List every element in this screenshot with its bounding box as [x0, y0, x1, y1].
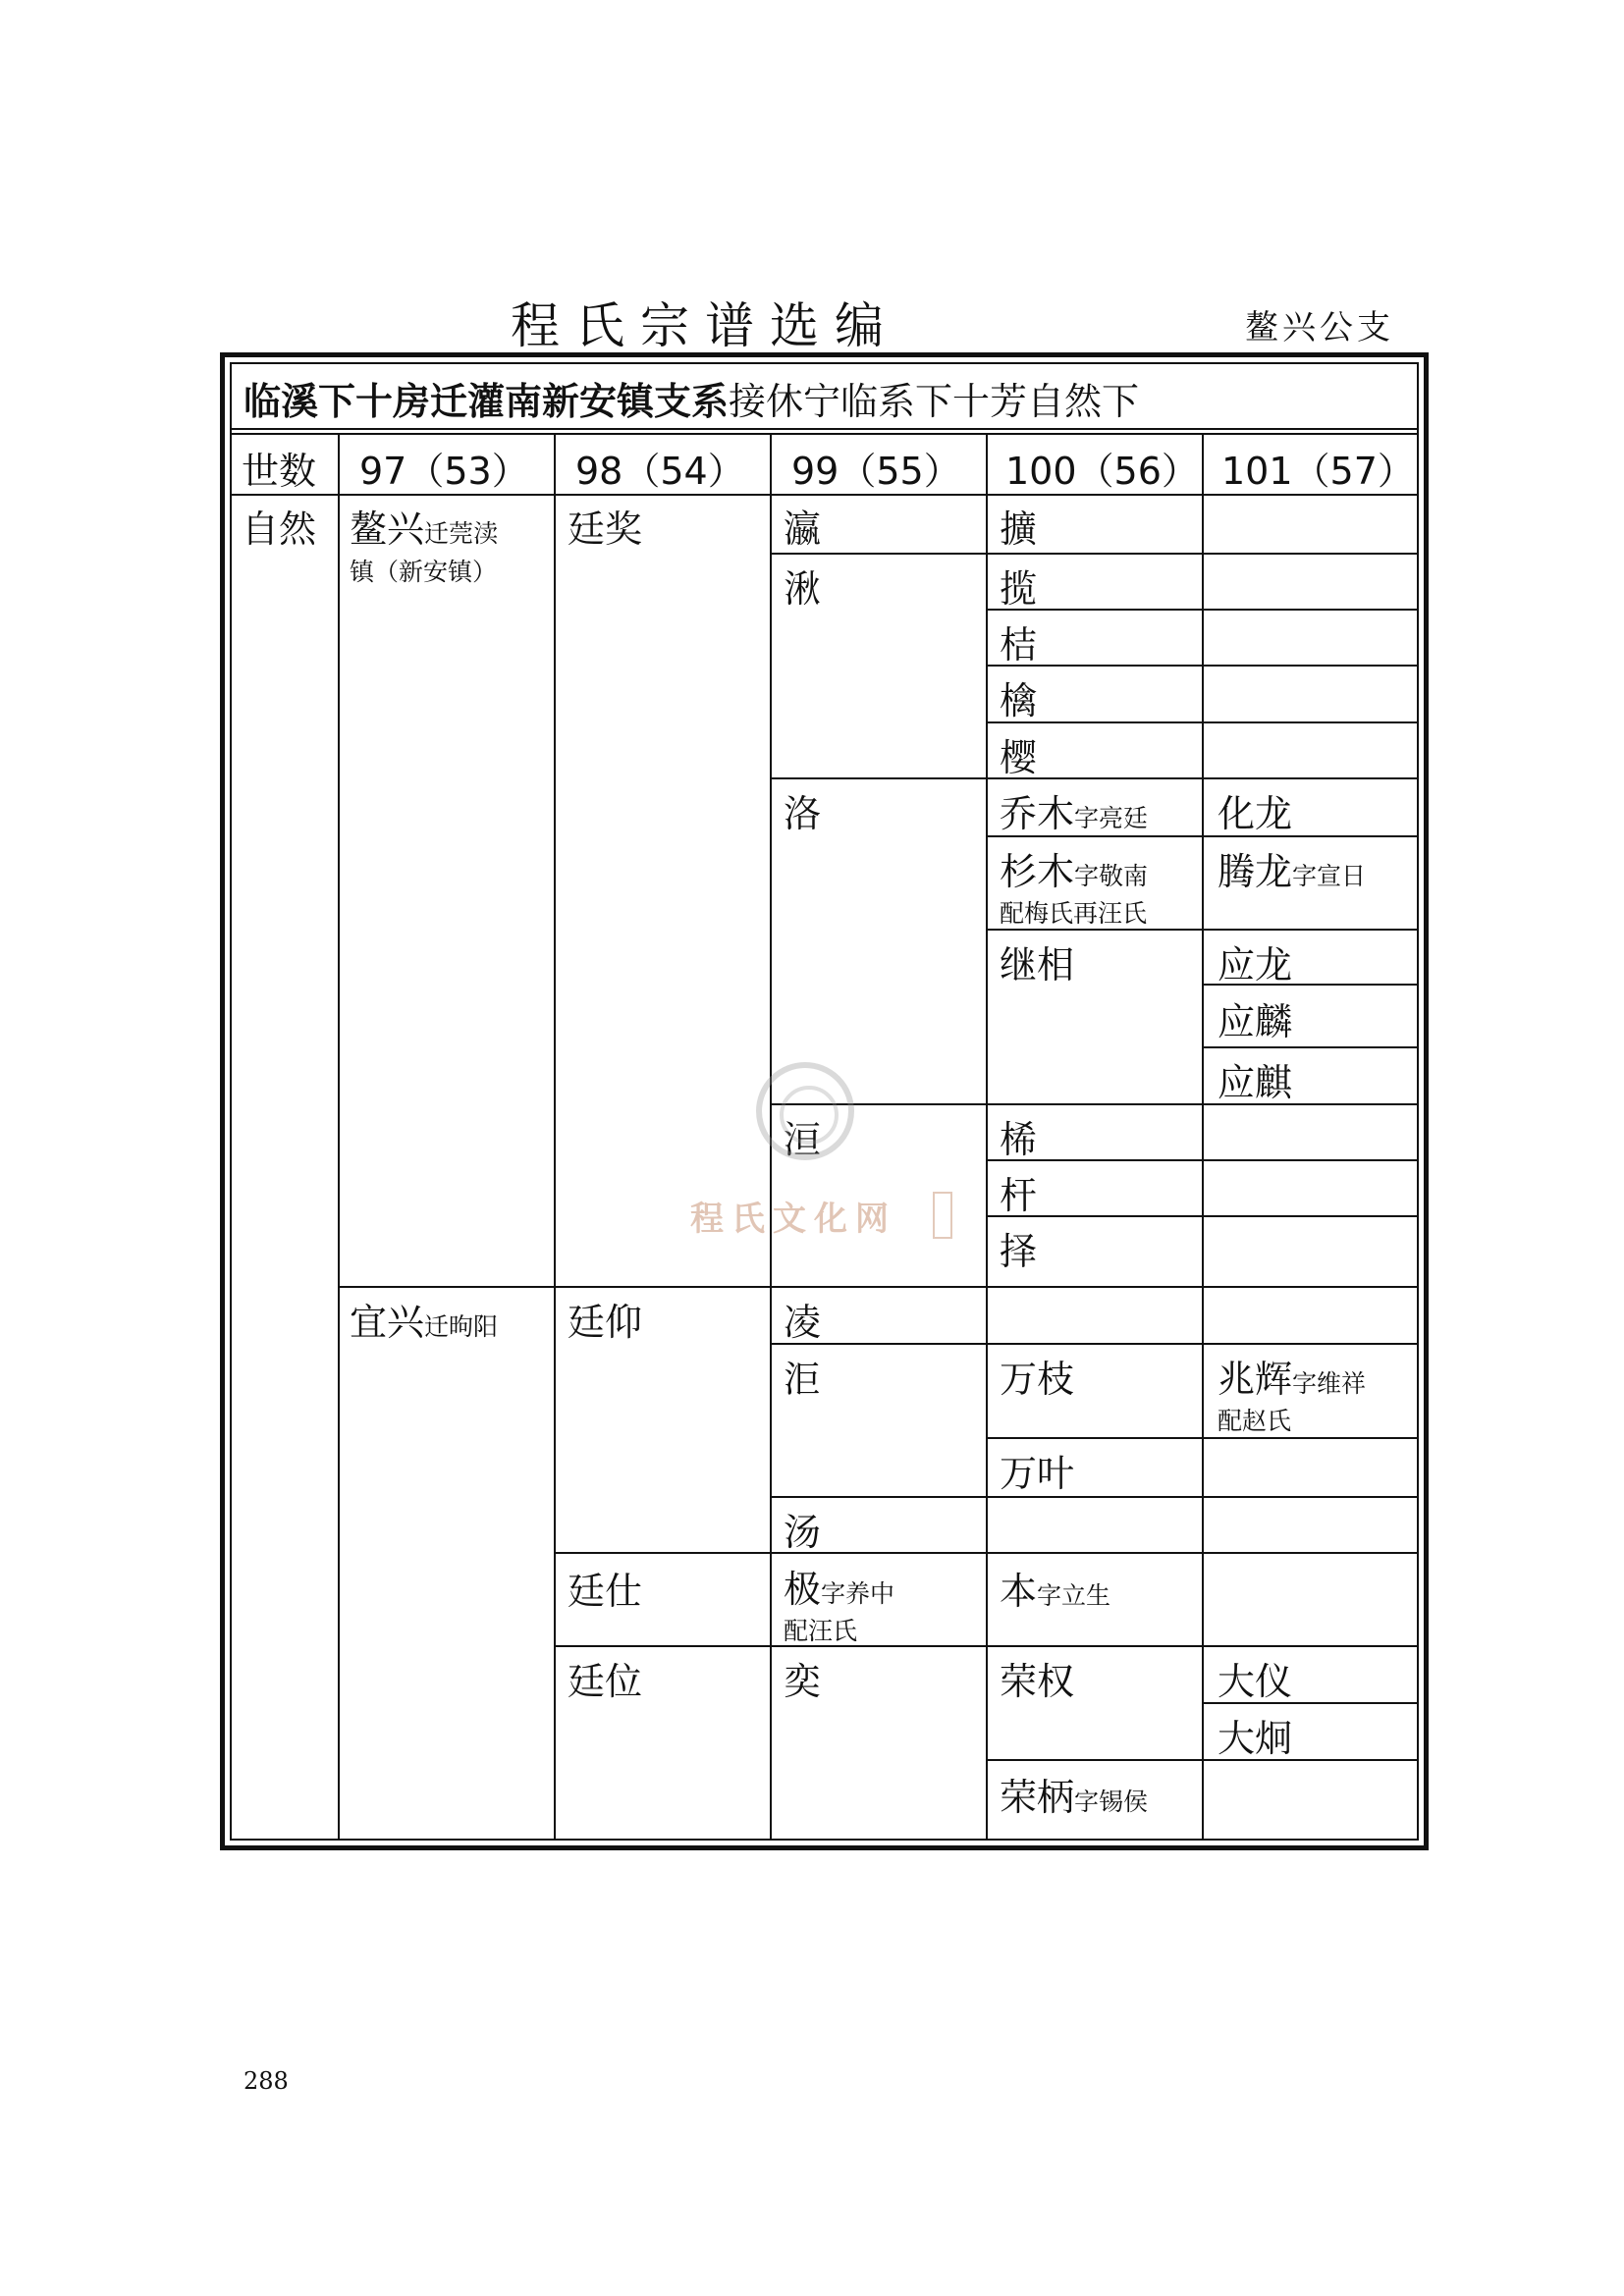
person-note-line2: 配汪氏: [784, 1617, 858, 1645]
person-xuan: 洹: [784, 1118, 822, 1161]
person-jixiang: 继相: [1000, 943, 1075, 987]
person-rongquan: 荣权: [1000, 1660, 1075, 1703]
header-separator: [230, 428, 1419, 435]
person-yi: 奕: [784, 1660, 822, 1703]
page-number: 288: [244, 2067, 289, 2095]
person-ben: [1000, 1561, 1110, 1615]
person-luo: 洛: [784, 792, 822, 835]
watermark-stamp-icon: [933, 1192, 952, 1239]
person-tingjiang: 廷奖: [568, 507, 643, 551]
generation-label: 自然: [242, 507, 317, 551]
person-note: 迁昫阳: [424, 1312, 499, 1341]
person-dayi: 大仪: [1218, 1660, 1293, 1703]
watermark-text: 程氏文化网: [690, 1200, 896, 1239]
person-note: 字亮廷: [1074, 804, 1149, 832]
column-header-100: 100（56）: [1005, 450, 1199, 493]
person-yinglin: 应麟: [1218, 1000, 1293, 1043]
person-yixing: [350, 1292, 498, 1346]
person-aoxing: [350, 499, 498, 553]
lineage-header-title: 临溪下十房迁灌南新安镇支系: [244, 380, 730, 423]
person-yinglong: 应龙: [1218, 943, 1293, 987]
person-lan: 揽: [1000, 567, 1038, 611]
person-name: 荣柄: [1000, 1776, 1075, 1819]
person-note-line2: 配赵氏: [1218, 1407, 1292, 1435]
column-header-97: 97（53）: [359, 450, 529, 493]
person-wanye: 万叶: [1000, 1452, 1075, 1495]
column-header-99: 99（55）: [791, 450, 961, 493]
person-name: 鳌兴: [350, 507, 425, 551]
person-gan: 杆: [1000, 1174, 1038, 1217]
person-note: 迁莞渎: [424, 519, 499, 548]
person-tingyang: 廷仰: [568, 1301, 643, 1344]
person-wanzhi: 万枝: [1000, 1358, 1075, 1401]
column-header-generation: 世数: [242, 450, 317, 493]
person-ji: [784, 1559, 894, 1613]
person-yingqi: 应麒: [1218, 1061, 1293, 1104]
person-note: 字宣日: [1292, 862, 1367, 890]
person-hualong: 化龙: [1218, 792, 1293, 835]
person-name: 腾龙: [1218, 850, 1293, 893]
person-tang: 汤: [784, 1511, 822, 1554]
person-note: 字养中: [821, 1579, 895, 1608]
book-title: 程氏宗谱选编: [511, 297, 899, 354]
person-note-line2: 镇（新安镇）: [350, 558, 498, 586]
person-note: 字锡侯: [1074, 1788, 1149, 1816]
person-note: 字敬南: [1074, 862, 1149, 890]
person-kuang: 擴: [1000, 507, 1038, 551]
person-tingshi: 廷仕: [568, 1570, 643, 1613]
person-qin: 檎: [1000, 679, 1038, 722]
lineage-header-subtitle: 接休宁临系下十芳自然下: [729, 380, 1140, 423]
person-note-line2: 配梅氏再汪氏: [1000, 899, 1148, 928]
person-ling: 凌: [784, 1301, 822, 1344]
person-name: 极: [784, 1568, 822, 1611]
person-note: 字维祥: [1292, 1369, 1367, 1398]
column-header-98: 98（54）: [575, 450, 745, 493]
person-note: 字立生: [1037, 1581, 1111, 1610]
person-jie: 桔: [1000, 623, 1038, 667]
person-name: 乔木: [1000, 792, 1075, 835]
lineage-header: [244, 371, 1139, 425]
person-xi: 桸: [1000, 1118, 1038, 1161]
person-shanmu: [1000, 841, 1148, 895]
person-rongbing: [1000, 1767, 1148, 1821]
person-qiaomu: [1000, 783, 1148, 837]
person-ying2: 樱: [1000, 736, 1038, 779]
watermark-seal-icon: [756, 1062, 854, 1160]
branch-label: 鳌兴公支: [1245, 308, 1394, 347]
person-qiu: 湫: [784, 567, 822, 611]
person-dajiong: 大炯: [1218, 1717, 1293, 1760]
person-name: 杉木: [1000, 850, 1075, 893]
person-tingwei: 廷位: [568, 1660, 643, 1703]
person-ze: 择: [1000, 1230, 1038, 1273]
person-name: 宜兴: [350, 1301, 425, 1344]
column-header-101: 101（57）: [1221, 450, 1415, 493]
person-name: 本: [1000, 1570, 1038, 1613]
person-name: 兆辉: [1218, 1358, 1293, 1401]
person-zhaohui: [1218, 1349, 1366, 1403]
person-tenglong: [1218, 841, 1366, 895]
person-ju: 洰: [784, 1358, 822, 1401]
person-ying: 瀛: [784, 507, 822, 551]
